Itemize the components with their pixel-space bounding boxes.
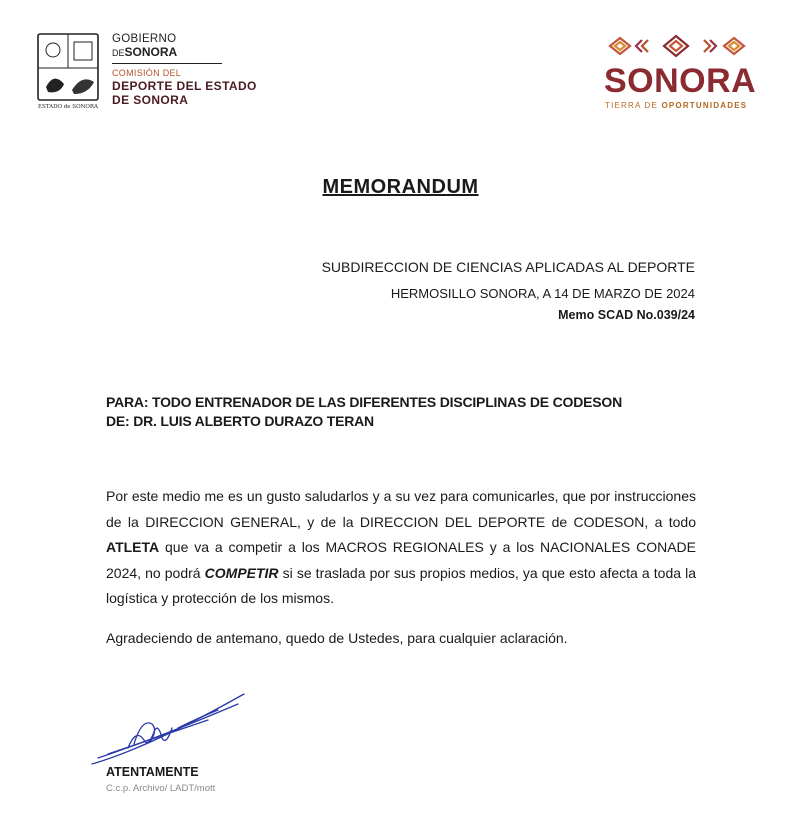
body-part-1: Por este medio me es un gusto saludarlos y a su vez para comunicarles, que por instrucciones de la DIRECCION GENERAL, y de la DIRECCION DEL DEPORTE de CODESON, a todo: [106, 488, 696, 530]
closing-line: Agradeciendo de antemano, quedo de Ustedes, para cualquier aclaración.: [106, 630, 568, 646]
sonora-brand-tagline: [605, 101, 747, 110]
tagline-part-b: OPORTUNIDADES: [661, 101, 748, 110]
gobierno-text: GOBIERNO: [112, 33, 177, 45]
memo-body-paragraph: [106, 484, 696, 612]
state-shield-logo: [34, 32, 102, 110]
shield-caption: ESTADO de SONORA: [37, 104, 99, 110]
body-part-2: que va a competir a los MACROS REGIONALES y a los NACIONALES CONADE 2024, no podrá: [106, 539, 696, 581]
gobierno-de-text: DE: [112, 48, 125, 58]
body-bold-atleta: ATLETA: [106, 539, 160, 555]
memo-title: MEMORANDUM: [322, 176, 479, 198]
subdireccion-line: SUBDIRECCION DE CIENCIAS APLICADAS AL DEPORTE: [321, 259, 695, 275]
de-line: DE: DR. LUIS ALBERTO DURAZO TERAN: [106, 413, 374, 429]
place-date-line: HERMOSILLO SONORA, A 14 DE MARZO DE 2024: [390, 286, 695, 301]
comision-text: COMISIÓN DEL: [112, 68, 182, 78]
body-bold-italic-competir: COMPETIR: [204, 564, 279, 581]
para-line: PARA: TODO ENTRENADOR DE LAS DIFERENTES DISCIPLINAS DE CODESON: [106, 394, 623, 410]
tagline-part-a: TIERRA DE: [605, 101, 662, 110]
government-header: [112, 33, 257, 107]
header-divider: [112, 63, 222, 64]
deporte-line1: DEPORTE DEL ESTADO: [112, 79, 257, 93]
handwritten-signature: [88, 688, 248, 768]
gobierno-sonora-text: SONORA: [124, 45, 178, 59]
sign-off: ATENTAMENTE: [106, 765, 199, 779]
sonora-brand-word: SONORA: [604, 62, 757, 100]
body-part-3: si se traslada por sus propios medios, ya que esto afecta a toda la logística y protección de los mismos.: [106, 564, 696, 606]
ccp-line: C.c.p. Archivo/ LADT/mott: [106, 783, 216, 794]
deporte-line2: DE SONORA: [112, 93, 189, 107]
memo-number: Memo SCAD No.039/24: [558, 308, 695, 322]
